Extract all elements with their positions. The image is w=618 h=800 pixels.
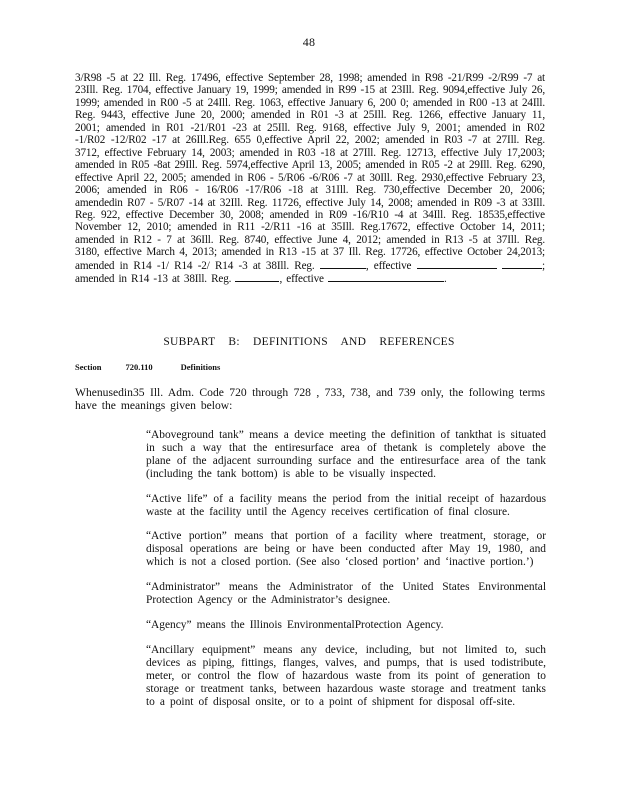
history-paragraph: 3/R98 -5 at 22 Ill. Reg. 17496, effective September 28, 1998; amended in R98 -21/R99 -2/R99 -7 at 23Ill. Reg. 1704, effective January 19, 1999; amended in R99 -15 at 23Ill. Reg. 9094,effective July 26, 1999; amended in R00 -5 at 24Ill. Reg. 1063, effective January 6, 200 0; amended in R00 -13 at 24Ill. Reg. 9443, effective June 20, 2000; amended in R01 -3 at 25Ill. Reg. 1266, effective January 11, 2001; amended in R01 -21/R01 -23 at 25Ill. Reg. 9168, effective July 9, 2001; amended in R02 -1/R02 -12/R02 -17 at 26Ill.Reg. 655 0,effective April 22, 2002; amended in R03 -7 at 27Ill. Reg. 3712, effective February 14, 2003; amended in R03 -18 at 27Ill. Reg. 12713, effective July 17,2003; amended in R05 -8at 29Ill. Reg. 5974,effective April 13, 2005; amended in R05 -2 at 29Ill. Reg. 6290, effective April 22, 2005; amended in R06 - 5/R06 -6/R06 -7 at 30Ill. Reg. 2930,effective February 23, 2006; amended in R06 - 16/R06 -17/R06 -18 at 31Ill. Reg. 730,effective December 20, 2006; amendedin R07 - 5/R07 -14 at 32Ill. Reg. 11726, effective July 14, 2008; amended in R09 -3 at 33Ill. Reg. 922, effective December 30, 2008; amended in R09 -16/R10 -4 at 34Ill. Reg. 18535,effective November 12, 2010; amended in R11 -2/R11 -16 at 35Ill. Reg.17672, effective October 14, 2011; amended in R12 - 7 at 36Ill. Reg. 8740, effective June 4, 2012; amended in R13 -5 at 37Ill. Reg. 3180, effective March 4, 2013; amended in R13 -15 at 37 Ill. Reg. 17726, effective October 24,2013; amended in R14 -1/ R14 -2/ R14 -3 at 38Ill. Reg. , effective ; amended in R14 -13 at 38Ill. Reg. , effective .	[75, 72, 545, 286]
history-tail-text: amended in R14 -13 at 38Ill. Reg.	[75, 273, 232, 286]
amendment-history	[75, 72, 545, 286]
section-title: Definitions	[180, 362, 221, 372]
section-number: 720.110	[125, 362, 153, 372]
history-effective-label: effective	[373, 259, 412, 272]
definition-active-portion: “Active portion” means that portion of a facility where treatment, storage, or disposal operations are being or have been conducted after May 19, 1980, and which is not a closed portion. (See also ‘closed portion’ and ‘inactive portion.’)	[146, 530, 546, 569]
history-semicolon: ;	[542, 259, 545, 272]
blank-line	[235, 272, 279, 282]
history-effective-label-2: effective	[286, 273, 324, 286]
subpart-heading: SUBPART B: DEFINITIONS AND REFERENCES	[163, 336, 455, 348]
blank-line	[502, 259, 542, 269]
blank-line	[328, 272, 444, 282]
intro-paragraph	[75, 386, 545, 412]
history-text: 3/R98 -5 at 22 Ill. Reg. 17496, effective September 28, 1998; amended in R98 -21/R99 -2/R99 -7 at 23Ill. Reg. 1704, effective January 19, 1999; amended in R99 -15 at 23Ill. Reg. 9094,effective July 26, 1999; amended in R00 -5 at 24Ill. Reg. 1063, effective January 6, 200 0; amended in R00 -13 at 24Ill. Reg. 9443, effective June 20, 2000; amended in R01 -3 at 25Ill. Reg. 1266, effective January 11, 2001; amended in R01 -21/R01 -23 at 25Ill. Reg. 9168, effective July 9, 2001; amended in R02 -1/R02 -12/R02 -17 at 26Ill.Reg. 655 0,effective April 22, 2002; amended in R03 -7 at 27Ill. Reg. 3712, effective February 14, 2003; amended in R03 -18 at 27Ill. Reg. 12713, effective July 17,2003; amended in R05 -8at 29Ill. Reg. 5974,effective April 13, 2005; amended in R05 -2 at 29Ill. Reg. 6290, effective April 22, 2005; amended in R06 - 5/R06 -6/R06 -7 at 30Ill. Reg. 2930,effective February 23, 2006; amended in R06 - 16/R06 -17/R06 -18 at 31Ill. Reg. 730,effective December 20, 2006; amendedin R07 - 5/R07 -14 at 32Ill. Reg. 11726, effective July 14, 2008; amended in R09 -3 at 33Ill. Reg. 922, effective December 30, 2008; amended in R09 -16/R10 -4 at 34Ill. Reg. 18535,effective November 12, 2010; amended in R11 -2/R11 -16 at 35Ill. Reg.17672, effective October 14, 2011; amended in R12 - 7 at 36Ill. Reg. 8740, effective June 4, 2012; amended in R13 -5 at 37Ill. Reg. 3180, effective March 4, 2013; amended in R13 -15 at 37 Ill. Reg. 17726, effective October 24,2013; amended in R14 -1/ R14 -2/ R14 -3 at 38Ill. Reg.	[75, 72, 545, 272]
section-heading	[75, 362, 220, 372]
definition-active-life: “Active life” of a facility means the period from the initial receipt of hazardous waste at the facility until the Agency receives certification of final closure.	[146, 492, 546, 518]
history-period: .	[444, 273, 447, 286]
section-label: Section	[75, 362, 102, 372]
page-number: 48	[302, 35, 316, 49]
blank-line	[417, 259, 497, 269]
definition-ancillary-equipment: “Ancillary equipment” means any device, including, but not limited to, such devices as piping, fittings, flanges, valves, and pumps, that is used todistribute, meter, or control the flow of hazardous waste from its point of generation to storage or treatment tanks, between hazardous waste storage and treatment tanks to a point of disposal onsite, or to a point of shipment for disposal off-site.	[146, 643, 546, 708]
definition-aboveground-tank: “Aboveground tank” means a device meeting the definition of tankthat is situated in such a way that the entiresurface area of thetank is completely above the plane of the adjacent surrounding surface and the entiresurface area of the tank (including the tank bottom) is able to be visually inspected.	[146, 429, 546, 480]
definition-administrator: “Administrator” means the Administrator of the United States Environmental Protection Agency or the Administrator’s designee.	[146, 581, 546, 607]
history-comma: ,	[279, 273, 283, 286]
definition-agency: “Agency” means the Illinois EnvironmentalProtection Agency.	[146, 618, 444, 631]
blank-line	[320, 259, 366, 269]
intro-text: Whenusedin35 Ill. Adm. Code 720 through 728 , 733, 738, and 739 only, the following terms have the meanings given below:	[75, 386, 545, 412]
definitions-list	[146, 429, 546, 720]
